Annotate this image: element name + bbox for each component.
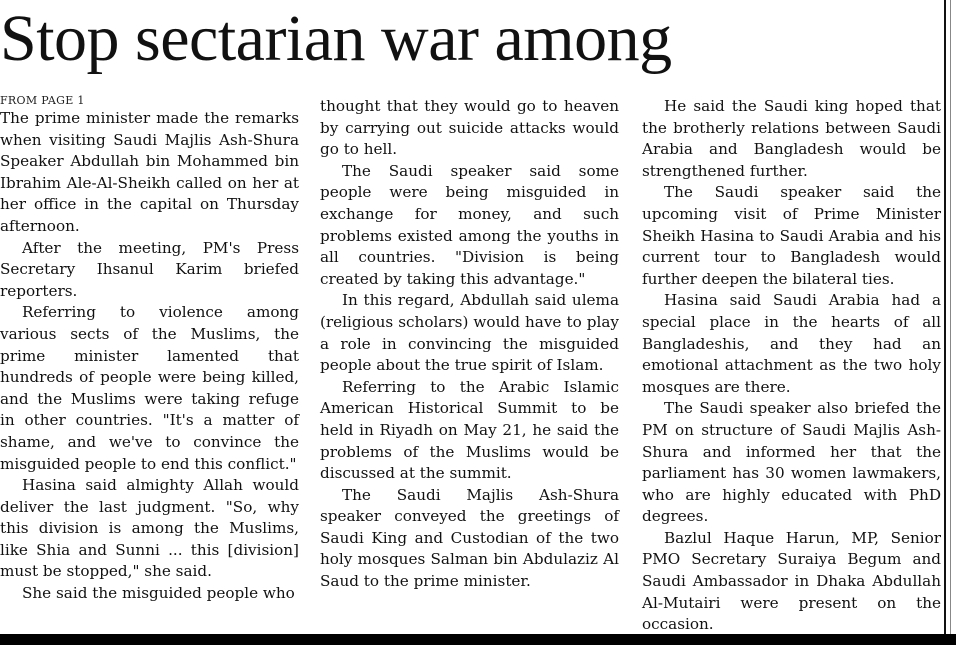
page-edge-rule — [944, 0, 946, 634]
paragraph: Referring to the Arabic Islamic American Historical Summit to be held in Riyadh on May 21, he said the problems of the Muslims would be discussed at the summit. — [320, 377, 619, 483]
paragraph: Hasina said Saudi Arabia had a special place in the hearts of all Bangladeshis, and they had an emotional attachment as the two holy mosques are there. — [642, 291, 941, 396]
paragraph: After the meeting, PM's Press Secretary Ihsanul Karim briefed reporters. — [0, 238, 299, 300]
bottom-edge-bar — [0, 634, 956, 645]
column-1-body — [0, 108, 299, 605]
continued-from-label: FROM PAGE 1 — [0, 94, 85, 107]
paragraph: He said the Saudi king hoped that the brotherly relations between Saudi Arabia and Bangladesh would be strengthened further. — [642, 97, 941, 180]
paragraph: She said the misguided people who — [22, 584, 295, 603]
article-column-3 — [642, 94, 941, 636]
paragraph: thought that they would go to heaven by carrying out suicide attacks would go to hell. — [320, 97, 619, 159]
paragraph: In this regard, Abdullah said ulema (religious scholars) would have to play a role in convincing the misguided people about the true spirit of Islam. — [320, 291, 619, 375]
paragraph: The Saudi speaker said some people were being misguided in exchange for money, and such problems existed among the youths in all countries. "Division is being created by taking this advantage." — [320, 161, 619, 288]
article-column-2 — [320, 94, 619, 593]
paragraph: Referring to violence among various sects of the Muslims, the prime minister lamented that hundreds of people were being killed, and the Muslims were taking refuge in other countries. "It's a matter of shame, and we've to convince the misguided people to end this conflict." — [0, 303, 299, 473]
article-column-1 — [0, 94, 299, 605]
paragraph: The Saudi speaker also briefed the PM on structure of Saudi Majlis Ash-Shura and informed her that the parliament has 30 women lawmakers, who are highly educated with PhD degrees. — [642, 399, 941, 526]
paragraph: Hasina said almighty Allah would deliver the last judgment. "So, why this division is among the Muslims, like Shia and Sunni ... this [division] must be stopped," she said. — [0, 476, 299, 581]
paragraph: Bazlul Haque Harun, MP, Senior PMO Secretary Suraiya Begum and Saudi Ambassador in Dhaka Abdullah Al-Mutairi were present on the occasion. — [642, 528, 941, 634]
page-edge-shadow — [950, 0, 951, 634]
paragraph: The prime minister made the remarks when visiting Saudi Majlis Ash-Shura Speaker Abdullah bin Mohammed bin Ibrahim Ale-Al-Sheikh called on her at her office in the capital on Thursday afternoon. — [0, 109, 299, 235]
column-2-body — [320, 96, 619, 593]
column-3-body — [642, 96, 941, 636]
paragraph: The Saudi speaker said the upcoming visit of Prime Minister Sheikh Hasina to Saudi Arabia and his current tour to Bangladesh would further deepen the bilateral ties. — [642, 183, 941, 288]
headline: Stop sectarian war among — [0, 2, 672, 75]
paragraph: The Saudi Majlis Ash-Shura speaker conveyed the greetings of Saudi King and Custodian of the two holy mosques Salman bin Abdulaziz Al Saud to the prime minister. — [320, 485, 619, 591]
